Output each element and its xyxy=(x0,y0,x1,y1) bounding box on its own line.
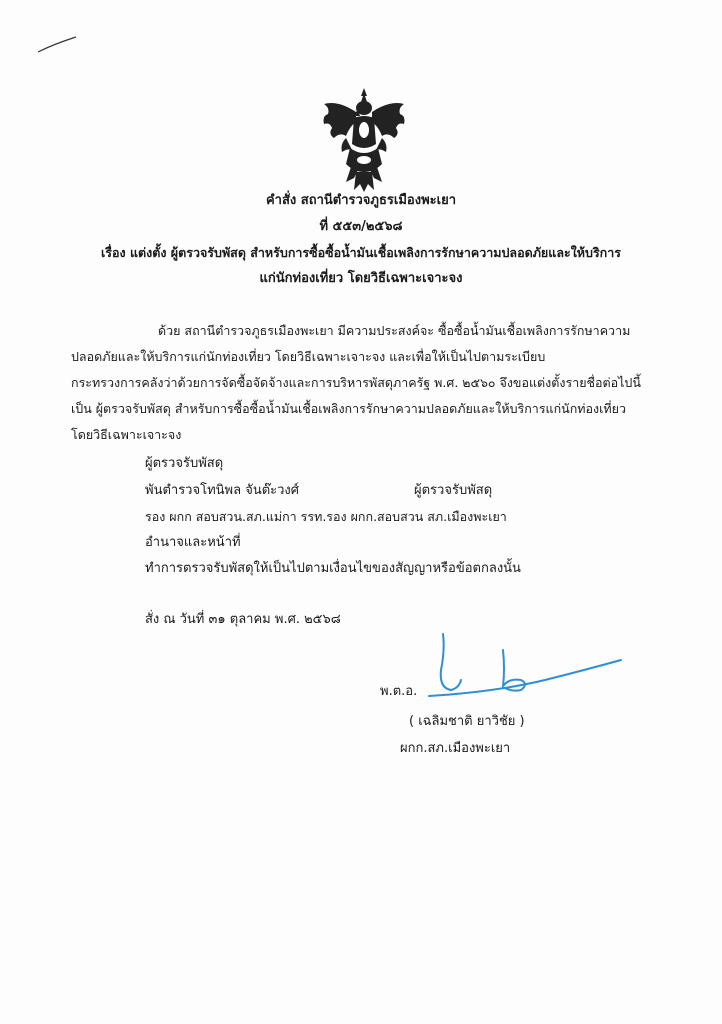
date-line: สั่ง ณ วันที่ ๓๑ ตุลาคม พ.ศ. ๒๕๖๘ xyxy=(145,612,341,627)
order-heading: คำสั่ง สถานีตำรวจภูธรเมืองพะเยา xyxy=(265,193,456,208)
body-line-5: โดยวิธีเฉพาะเจาะจง xyxy=(71,427,182,442)
garuda-emblem-icon xyxy=(318,86,410,194)
order-number: ที่ ๕๕๓/๒๕๖๘ xyxy=(319,219,403,234)
duty-label: อำนาจและหน้าที่ xyxy=(145,535,241,550)
committee-member-position: รอง ผกก สอบสวน.สภ.แม่กา รรท.รอง ผกก.สอบสวน สภ.เมืองพะเยา xyxy=(145,509,507,524)
duty-text: ทำการตรวจรับพัสดุให้เป็นไปตามเงื่อนไขของสัญญาหรือข้อตกลงนั้น xyxy=(145,561,521,576)
body-line-3: กระทรวงการคลังว่าด้วยการจัดซื้อจัดจ้างและการบริหารพัสดุภาครัฐ พ.ศ. ๒๕๖๐ จึงขอแต่งตั้งรายชื่อต่อไปนี้ xyxy=(71,375,641,390)
signer-rank: พ.ต.อ. xyxy=(380,684,418,699)
committee-member-role: ผู้ตรวจรับพัสดุ xyxy=(414,483,493,498)
signer-title: ผกก.สภ.เมืองพะเยา xyxy=(400,741,511,756)
subject-line-2: แก่นักท่องเที่ยว โดยวิธีเฉพาะเจาะจง xyxy=(259,271,463,286)
committee-member-name: พันตำรวจโทนิพล จันต๊ะวงศ์ xyxy=(145,483,300,498)
body-line-1: ด้วย สถานีตำรวจภูธรเมืองพะเยา มีความประสงค์จะ ซื้อซื้อน้ำมันเชื้อเพลิงการรักษาความ xyxy=(158,323,631,338)
subject-line-1: เรื่อง แต่งตั้ง ผู้ตรวจรับพัสดุ สำหรับการซื้อซื้อน้ำมันเชื้อเพลิงการรักษาความปลอดภัยและให้บริการ xyxy=(101,245,621,260)
committee-section-label: ผู้ตรวจรับพัสดุ xyxy=(145,456,224,471)
pen-stroke-mark xyxy=(36,34,80,56)
body-line-2: ปลอดภัยและให้บริการแก่นักท่องเที่ยว โดยวิธีเฉพาะเจาะจง และเพื่อให้เป็นไปตามระเบียบ xyxy=(71,349,546,364)
handwritten-signature xyxy=(425,630,625,700)
body-line-4: เป็น ผู้ตรวจรับพัสดุ สำหรับการซื้อซื้อน้ำมันเชื้อเพลิงการรักษาความปลอดภัยและให้บริการแก่นักท่องเที่ยว xyxy=(71,401,626,416)
signer-name: ( เฉลิมชาติ ยาวิชัย ) xyxy=(409,714,525,729)
